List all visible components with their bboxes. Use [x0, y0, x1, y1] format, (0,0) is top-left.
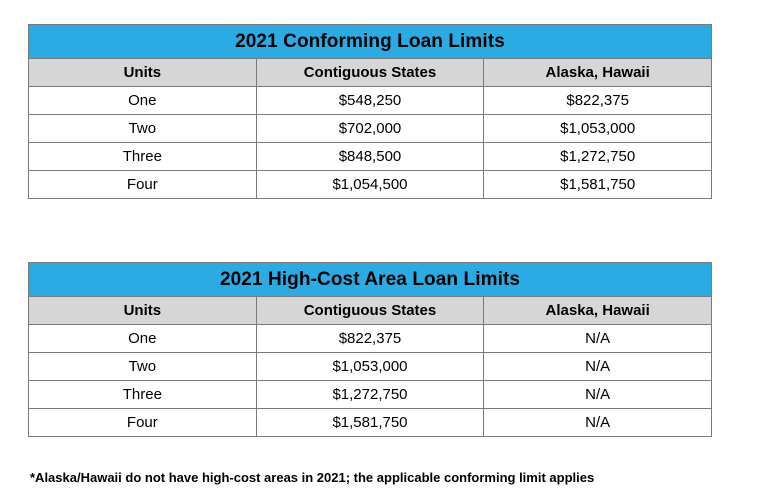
cell-contiguous-states: $548,250	[256, 87, 484, 115]
table-header-row	[29, 297, 712, 325]
table-title-row	[29, 25, 712, 59]
cell-contiguous-states: $1,053,000	[256, 353, 484, 381]
column-header-alaska-hawaii: Alaska, Hawaii	[484, 59, 712, 87]
cell-alaska-hawaii: N/A	[484, 409, 712, 437]
cell-contiguous-states: $822,375	[256, 325, 484, 353]
column-header-contiguous-states: Contiguous States	[256, 59, 484, 87]
table-row	[29, 115, 712, 143]
column-header-units: Units	[29, 59, 257, 87]
cell-alaska-hawaii: N/A	[484, 325, 712, 353]
cell-units: Four	[29, 171, 257, 199]
column-header-units: Units	[29, 297, 257, 325]
column-header-contiguous-states: Contiguous States	[256, 297, 484, 325]
cell-units: Four	[29, 409, 257, 437]
column-header-alaska-hawaii: Alaska, Hawaii	[484, 297, 712, 325]
table-row	[29, 325, 712, 353]
cell-contiguous-states: $848,500	[256, 143, 484, 171]
cell-alaska-hawaii: $1,581,750	[484, 171, 712, 199]
table-row	[29, 171, 712, 199]
footnote: *Alaska/Hawaii do not have high-cost areas in 2021; the applicable conforming limit applies	[30, 470, 595, 485]
table-row	[29, 381, 712, 409]
table-title-row	[29, 263, 712, 297]
table-row	[29, 143, 712, 171]
high-cost-area-loan-limits-table	[28, 262, 712, 437]
cell-units: One	[29, 87, 257, 115]
cell-units: Two	[29, 115, 257, 143]
cell-units: Three	[29, 143, 257, 171]
cell-units: Three	[29, 381, 257, 409]
table-row	[29, 87, 712, 115]
cell-contiguous-states: $1,581,750	[256, 409, 484, 437]
cell-alaska-hawaii: $1,272,750	[484, 143, 712, 171]
cell-alaska-hawaii: N/A	[484, 353, 712, 381]
high-cost-table-title: 2021 High-Cost Area Loan Limits	[29, 263, 712, 297]
cell-alaska-hawaii: N/A	[484, 381, 712, 409]
cell-units: Two	[29, 353, 257, 381]
cell-contiguous-states: $1,054,500	[256, 171, 484, 199]
cell-units: One	[29, 325, 257, 353]
cell-alaska-hawaii: $1,053,000	[484, 115, 712, 143]
cell-contiguous-states: $1,272,750	[256, 381, 484, 409]
table-row	[29, 409, 712, 437]
conforming-loan-limits-block	[28, 24, 712, 199]
conforming-table-title: 2021 Conforming Loan Limits	[29, 25, 712, 59]
table-header-row	[29, 59, 712, 87]
table-row	[29, 353, 712, 381]
high-cost-area-loan-limits-block	[28, 262, 712, 437]
conforming-loan-limits-table	[28, 24, 712, 199]
cell-contiguous-states: $702,000	[256, 115, 484, 143]
cell-alaska-hawaii: $822,375	[484, 87, 712, 115]
